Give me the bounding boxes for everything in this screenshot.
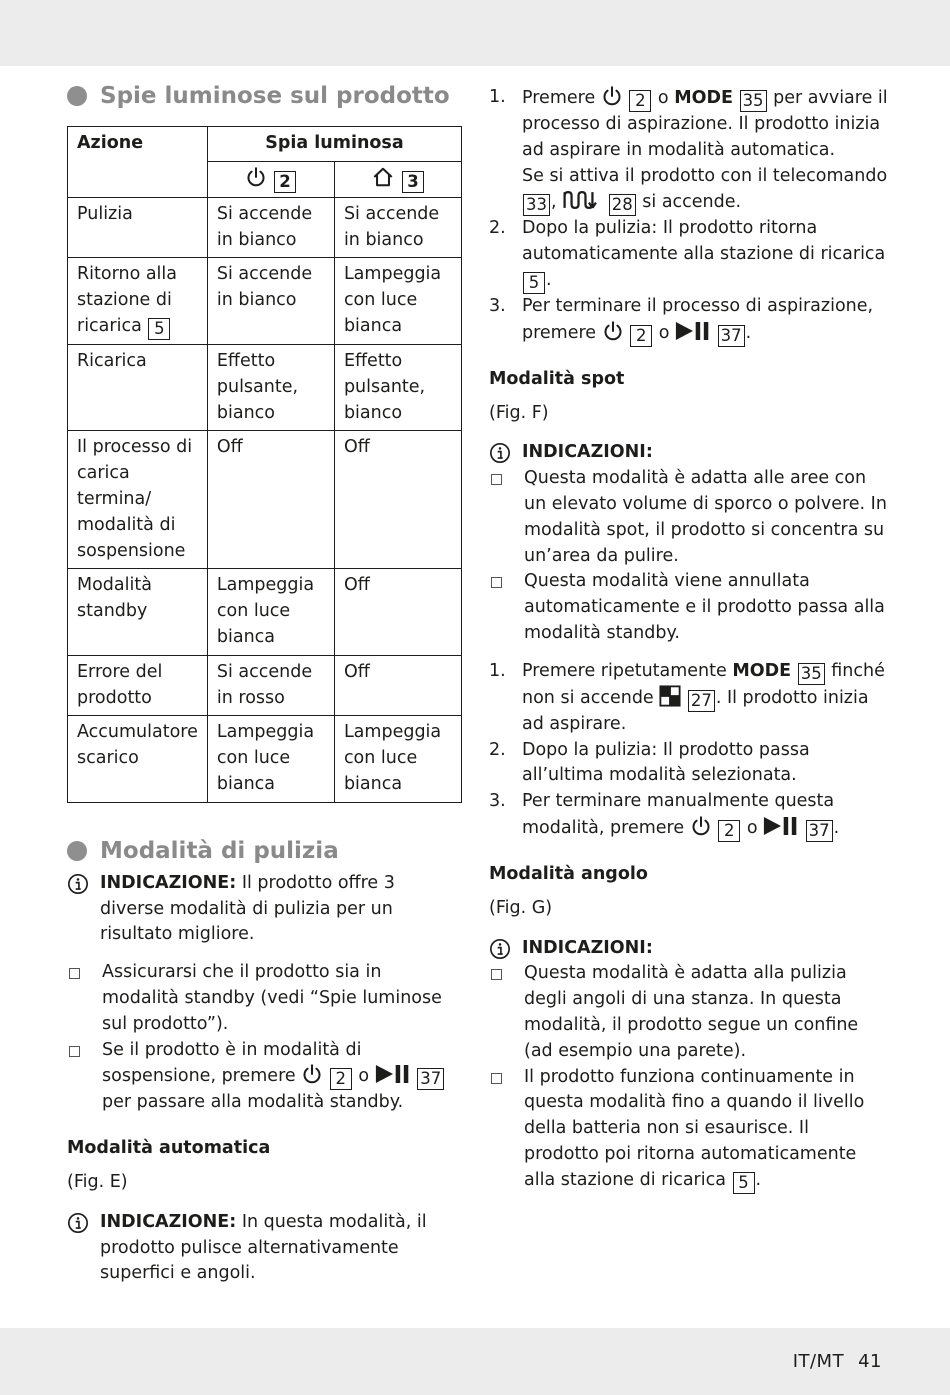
spot-mode-fig: (Fig. F) <box>489 402 549 423</box>
subheader-home: 3 <box>334 161 461 197</box>
table-row: Accumulatore scarico Lampeggia con luce bianca Lampeggia con luce bianca <box>68 716 462 802</box>
list-item: 2. Dopo la pulizia: Il prodotto passa all’ultima modalità selezionata. <box>489 739 810 786</box>
footer-locale: IT/MT <box>792 1351 845 1372</box>
table-row: Il processo di carica termina/ modalità di sospensione Off Off <box>68 431 462 569</box>
power-icon <box>301 1063 323 1085</box>
left-column <box>67 80 462 1287</box>
col-header-light: Spia luminosa <box>207 127 461 162</box>
note-spot-mode: INDICAZIONI: <box>489 440 889 466</box>
home-icon <box>371 166 395 188</box>
corner-mode-title: Modalità angolo <box>489 863 648 884</box>
page-footer <box>793 1349 882 1375</box>
power-icon <box>690 815 712 837</box>
edge-mode-icon <box>562 189 602 211</box>
right-column <box>489 85 889 1194</box>
note-auto-mode: INDICAZIONE: In questa modalità, il prodotto pulisce alternativamente superfici e angoli. <box>67 1210 462 1287</box>
section-title-indicators: Spie luminose sul prodotto <box>67 80 462 112</box>
info-icon <box>489 938 511 960</box>
list-item: 2. Dopo la pulizia: Il prodotto ritorna automaticamente alla stazione di ricarica 5 . <box>489 218 886 292</box>
col-header-action: Azione <box>68 127 208 198</box>
section-title-cleaning-modes: Modalità di pulizia <box>67 835 462 867</box>
play-pause-icon <box>675 320 711 342</box>
list-item: Questa modalità è adatta alla pulizia degli angoli di una stanza. In questa modalità, il prodotto segue un confine (ad esempio una parete). <box>489 961 889 1064</box>
auto-mode-title: Modalità automatica <box>67 1138 271 1159</box>
power-icon <box>601 85 623 107</box>
checkbox-bullet <box>491 969 502 980</box>
indicator-table <box>67 126 462 803</box>
table-row: Pulizia Si accende in bianco Si accende in bianco <box>68 197 462 258</box>
play-pause-icon <box>375 1063 411 1085</box>
table-row: Modalità standby Lampeggia con luce bianca Off <box>68 569 462 655</box>
corner-mode-fig: (Fig. G) <box>489 897 553 918</box>
list-item: 1. Premere ripetutamente MODE 35 finché non si accende 27 . Il prodotto inizia ad aspirare. <box>489 660 885 734</box>
list-item: 3. Per terminare manualmente questa modalità, premere 2 o 37 . <box>489 791 840 840</box>
list-item: Assicurarsi che il prodotto sia in modalità standby (vedi “Spie luminose sul prodotto”). <box>67 960 462 1037</box>
checkbox-bullet <box>491 1073 502 1084</box>
info-icon <box>67 873 89 895</box>
note-cleaning-modes: INDICAZIONE: Il prodotto offre 3 diverse modalità di pulizia per un risultato migliore. <box>67 871 462 948</box>
spot-mode-icon <box>659 685 681 707</box>
info-icon <box>489 442 511 464</box>
list-item: Questa modalità viene annullata automaticamente e il prodotto passa alla modalità standby. <box>489 569 889 646</box>
list-item: Il prodotto funziona continuamente in questa modalità fino a quando il livello della batteria non si esaurisce. Il prodotto poi ritorna automaticamente alla stazione di ricarica 5 . <box>489 1065 889 1194</box>
page-number: 41 <box>858 1351 882 1372</box>
play-pause-icon <box>763 815 799 837</box>
power-icon <box>245 166 267 188</box>
spot-mode-steps <box>489 659 889 842</box>
table-row: Errore del prodotto Si accende in rosso Off <box>68 655 462 716</box>
auto-mode-fig: (Fig. E) <box>67 1171 128 1192</box>
auto-mode-steps <box>489 85 889 347</box>
note-corner-mode: INDICAZIONI: <box>489 936 889 962</box>
bullet-dot <box>67 841 87 861</box>
list-item: Questa modalità è adatta alle aree con un elevato volume di sporco o polvere. In modalità spot, il prodotto si concentra su un’area da pulire. <box>489 466 889 569</box>
info-icon <box>67 1212 89 1234</box>
corner-bullets <box>489 961 889 1193</box>
checkbox-bullet <box>69 1046 80 1057</box>
power-icon <box>602 320 624 342</box>
bullet-dot <box>67 86 87 106</box>
table-row: Ricarica Effetto pulsante, bianco Effetto pulsante, bianco <box>68 344 462 430</box>
checkbox-bullet <box>69 968 80 979</box>
spot-mode-title: Modalità spot <box>489 368 625 389</box>
spot-bullets <box>489 466 889 647</box>
standby-bullets <box>67 960 462 1116</box>
table-row: Ritorno alla stazione di ricarica 5 Si accende in bianco Lampeggia con luce bianca <box>68 258 462 345</box>
checkbox-bullet <box>491 577 502 588</box>
list-item: 1. Premere 2 o MODE 35 per avviare il processo di aspirazione. Il prodotto inizia ad aspirare in modalità automatica. Se si attiva il prodotto con il telecomando 33 , 28 si accende. <box>489 87 888 215</box>
subheader-power: 2 <box>207 161 334 197</box>
list-item: Se il prodotto è in modalità di sospensione, premere 2 o 37 per passare alla modalità standby. <box>67 1038 462 1117</box>
checkbox-bullet <box>491 474 502 485</box>
header-band <box>0 0 950 66</box>
list-item: 3. Per terminare il processo di aspirazione, premere 2 o 37 . <box>489 295 874 345</box>
